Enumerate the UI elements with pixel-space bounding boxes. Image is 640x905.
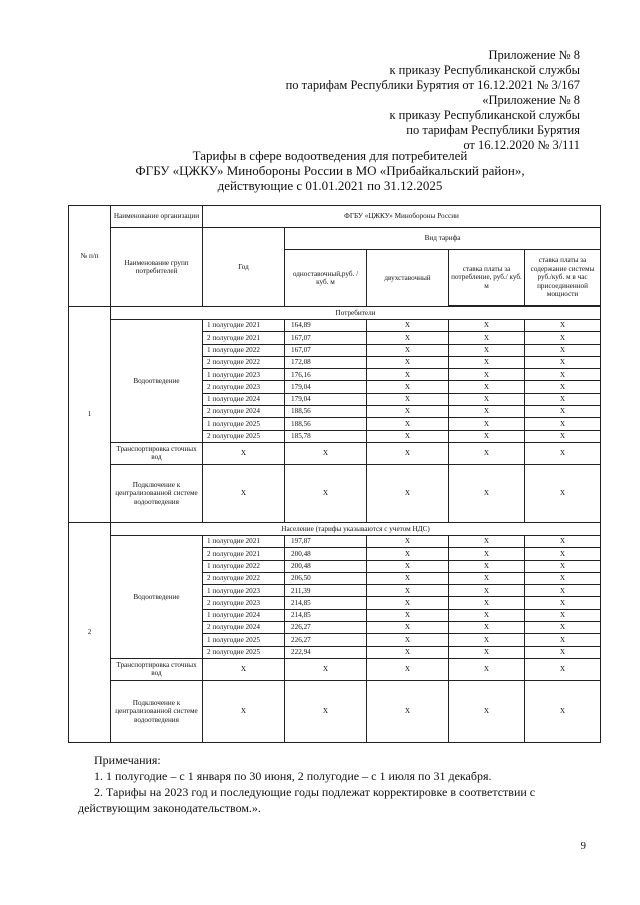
notes-heading: Примечания: <box>94 753 161 767</box>
tariff-value: 188,56 <box>285 418 367 430</box>
header-line: к приказу Республиканской службы <box>389 63 580 77</box>
rate-use-cell: X <box>449 332 525 344</box>
rate-cap-cell: X <box>525 609 601 621</box>
connect-value: X <box>285 464 367 522</box>
tariff-value: 200,48 <box>285 548 367 560</box>
tariff-value: 226,27 <box>285 634 367 646</box>
period-cell: 1 полугодие 2024 <box>203 609 285 621</box>
transport-value: X <box>449 442 525 464</box>
tariff-table <box>68 205 601 743</box>
rate-cap-cell: X <box>525 634 601 646</box>
rate-cap-cell: X <box>525 406 601 418</box>
service-name: Водоотведение <box>111 535 203 658</box>
transport-value: X <box>367 658 449 680</box>
rate-use-cell: X <box>449 622 525 634</box>
double-rate-cell: X <box>367 320 449 332</box>
period-cell: 1 полугодие 2021 <box>203 535 285 547</box>
connect-value: X <box>203 680 285 742</box>
connect-value: X <box>285 680 367 742</box>
transport-value: X <box>449 658 525 680</box>
tariff-value: 167,07 <box>285 332 367 344</box>
double-rate-cell: X <box>367 609 449 621</box>
org-name: ФГБУ «ЦЖКУ» Минобороны России <box>203 206 601 228</box>
col-year-header: Год <box>203 228 285 307</box>
rate-cap-cell: X <box>525 585 601 597</box>
rate-use-cell: X <box>449 369 525 381</box>
header-line: от 16.12.2020 № 3/111 <box>463 138 580 152</box>
section-title: Потребители <box>111 307 601 320</box>
double-rate-cell: X <box>367 393 449 405</box>
tariff-value: 214,85 <box>285 609 367 621</box>
rate-cap-cell: X <box>525 572 601 584</box>
double-rate-cell: X <box>367 634 449 646</box>
rate-cap-cell: X <box>525 381 601 393</box>
rate-use-cell: X <box>449 406 525 418</box>
tariff-value: 176,16 <box>285 369 367 381</box>
tariff-value: 200,48 <box>285 560 367 572</box>
double-rate-cell: X <box>367 597 449 609</box>
double-rate-cell: X <box>367 646 449 658</box>
period-cell: 2 полугодие 2021 <box>203 548 285 560</box>
connect-value: X <box>367 464 449 522</box>
rate-cap-cell: X <box>525 418 601 430</box>
title-line-3: действующие с 01.01.2021 по 31.12.2025 <box>217 178 443 193</box>
tariff-value: 172,08 <box>285 356 367 368</box>
transport-value: X <box>285 442 367 464</box>
rate-use-cell: X <box>449 430 525 442</box>
double-rate-cell: X <box>367 560 449 572</box>
tariff-value: 185,78 <box>285 430 367 442</box>
header-line: Приложение № 8 <box>488 48 580 62</box>
double-rate-cell: X <box>367 572 449 584</box>
col-type-header: Вид тарифа <box>285 228 601 250</box>
col-double-header: двухставочный <box>367 250 449 307</box>
col-rate-cap-header: ставка платы за содержание системы руб./куб. м в час присоединенной мощности <box>525 250 601 306</box>
double-rate-cell: X <box>367 548 449 560</box>
period-cell: 1 полугодие 2022 <box>203 344 285 356</box>
rate-cap-cell: X <box>525 560 601 572</box>
connect-value: X <box>203 464 285 522</box>
col-rate-use-header: ставка платы за потребление, руб./ куб. м <box>449 250 525 306</box>
double-rate-cell: X <box>367 369 449 381</box>
rate-use-cell: X <box>449 548 525 560</box>
period-cell: 1 полугодие 2025 <box>203 418 285 430</box>
rate-use-cell: X <box>449 609 525 621</box>
header-line: по тарифам Республики Бурятия от 16.12.2021 № 3/167 <box>285 78 580 92</box>
title-line-1: Тарифы в сфере водоотведения для потребителей <box>192 148 468 163</box>
title-line-2: ФГБУ «ЦЖКУ» Минобороны России в МО «Прибайкальский район», <box>135 163 525 178</box>
section-number: 1 <box>69 307 111 523</box>
rate-use-cell: X <box>449 535 525 547</box>
rate-cap-cell: X <box>525 430 601 442</box>
tariff-value: 226,27 <box>285 622 367 634</box>
rate-use-cell: X <box>449 381 525 393</box>
double-rate-cell: X <box>367 622 449 634</box>
period-cell: 2 полугодие 2021 <box>203 332 285 344</box>
period-cell: 2 полугодие 2023 <box>203 597 285 609</box>
rate-use-cell: X <box>449 356 525 368</box>
rate-use-cell: X <box>449 646 525 658</box>
rate-use-cell: X <box>449 585 525 597</box>
transport-value: X <box>525 442 601 464</box>
period-cell: 2 полугодие 2024 <box>203 622 285 634</box>
transport-value: X <box>203 442 285 464</box>
rate-cap-cell: X <box>525 344 601 356</box>
tariff-value: 167,07 <box>285 344 367 356</box>
rate-cap-cell: X <box>525 332 601 344</box>
period-cell: 2 полугодие 2022 <box>203 356 285 368</box>
double-rate-cell: X <box>367 381 449 393</box>
connect-value: X <box>525 680 601 742</box>
rate-use-cell: X <box>449 418 525 430</box>
notes <box>78 752 598 816</box>
connect-value: X <box>449 464 525 522</box>
double-rate-cell: X <box>367 430 449 442</box>
rate-cap-cell: X <box>525 356 601 368</box>
tariff-value: 188,56 <box>285 406 367 418</box>
rate-cap-cell: X <box>525 622 601 634</box>
double-rate-cell: X <box>367 418 449 430</box>
tariff-value: 179,04 <box>285 381 367 393</box>
connect-value: X <box>525 464 601 522</box>
tariff-value: 222,94 <box>285 646 367 658</box>
period-cell: 2 полугодие 2023 <box>203 381 285 393</box>
col-org-header: Наименование организации <box>111 206 203 228</box>
connect-value: X <box>449 680 525 742</box>
rate-use-cell: X <box>449 320 525 332</box>
tariff-value: 211,39 <box>285 585 367 597</box>
col-num-header: № п/п <box>69 206 111 307</box>
rate-use-cell: X <box>449 393 525 405</box>
service-name: Водоотведение <box>111 320 203 443</box>
tariff-value: 214,85 <box>285 597 367 609</box>
transport-value: X <box>285 658 367 680</box>
section-number: 2 <box>69 522 111 742</box>
rate-cap-cell: X <box>525 393 601 405</box>
page-number: 9 <box>580 840 586 852</box>
double-rate-cell: X <box>367 406 449 418</box>
header-line: «Приложение № 8 <box>482 93 580 107</box>
period-cell: 1 полугодие 2023 <box>203 369 285 381</box>
double-rate-cell: X <box>367 585 449 597</box>
col-single-header: одноставочный,руб. / куб. м <box>285 250 367 307</box>
double-rate-cell: X <box>367 344 449 356</box>
rate-use-cell: X <box>449 560 525 572</box>
period-cell: 2 полугодие 2022 <box>203 572 285 584</box>
rate-cap-cell: X <box>525 597 601 609</box>
transport-value: X <box>367 442 449 464</box>
period-cell: 1 полугодие 2023 <box>203 585 285 597</box>
double-rate-cell: X <box>367 356 449 368</box>
double-rate-cell: X <box>367 535 449 547</box>
period-cell: 1 полугодие 2022 <box>203 560 285 572</box>
rate-use-cell: X <box>449 572 525 584</box>
header-line: по тарифам Республики Бурятия <box>406 123 580 137</box>
connect-label: Подключение к централизованной системе водоотведения <box>111 464 203 522</box>
note-item: 1. 1 полугодие – с 1 января по 30 июня, 2 полугодие – с 1 июля по 31 декабря. <box>94 769 492 783</box>
rate-use-cell: X <box>449 344 525 356</box>
appendix-header <box>286 48 580 153</box>
connect-value: X <box>367 680 449 742</box>
rate-cap-cell: X <box>525 548 601 560</box>
period-cell: 1 полугодие 2021 <box>203 320 285 332</box>
tariff-value: 164,89 <box>285 320 367 332</box>
transport-value: X <box>525 658 601 680</box>
document-title <box>120 148 540 193</box>
col-group-header: Наименование групп потребителей <box>111 228 203 307</box>
transport-value: X <box>203 658 285 680</box>
transport-label: Транспортировка сточных вод <box>111 658 203 680</box>
double-rate-cell: X <box>367 332 449 344</box>
rate-use-cell: X <box>449 597 525 609</box>
rate-cap-cell: X <box>525 646 601 658</box>
section-title: Население (тарифы указываются с учетом НДС) <box>111 522 601 535</box>
rate-cap-cell: X <box>525 369 601 381</box>
period-cell: 1 полугодие 2024 <box>203 393 285 405</box>
rate-cap-cell: X <box>525 320 601 332</box>
tariff-value: 206,50 <box>285 572 367 584</box>
rate-cap-cell: X <box>525 535 601 547</box>
transport-label: Транспортировка сточных вод <box>111 442 203 464</box>
period-cell: 2 полугодие 2025 <box>203 430 285 442</box>
tariff-value: 179,04 <box>285 393 367 405</box>
period-cell: 1 полугодие 2025 <box>203 634 285 646</box>
rate-use-cell: X <box>449 634 525 646</box>
period-cell: 2 полугодие 2024 <box>203 406 285 418</box>
period-cell: 2 полугодие 2025 <box>203 646 285 658</box>
header-line: к приказу Республиканской службы <box>389 108 580 122</box>
tariff-value: 197,87 <box>285 535 367 547</box>
connect-label: Подключение к централизованной системе водоотведения <box>111 680 203 742</box>
note-item: 2. Тарифы на 2023 год и последующие годы подлежат корректировке в соответствии с действующим законодательством.». <box>78 785 536 815</box>
